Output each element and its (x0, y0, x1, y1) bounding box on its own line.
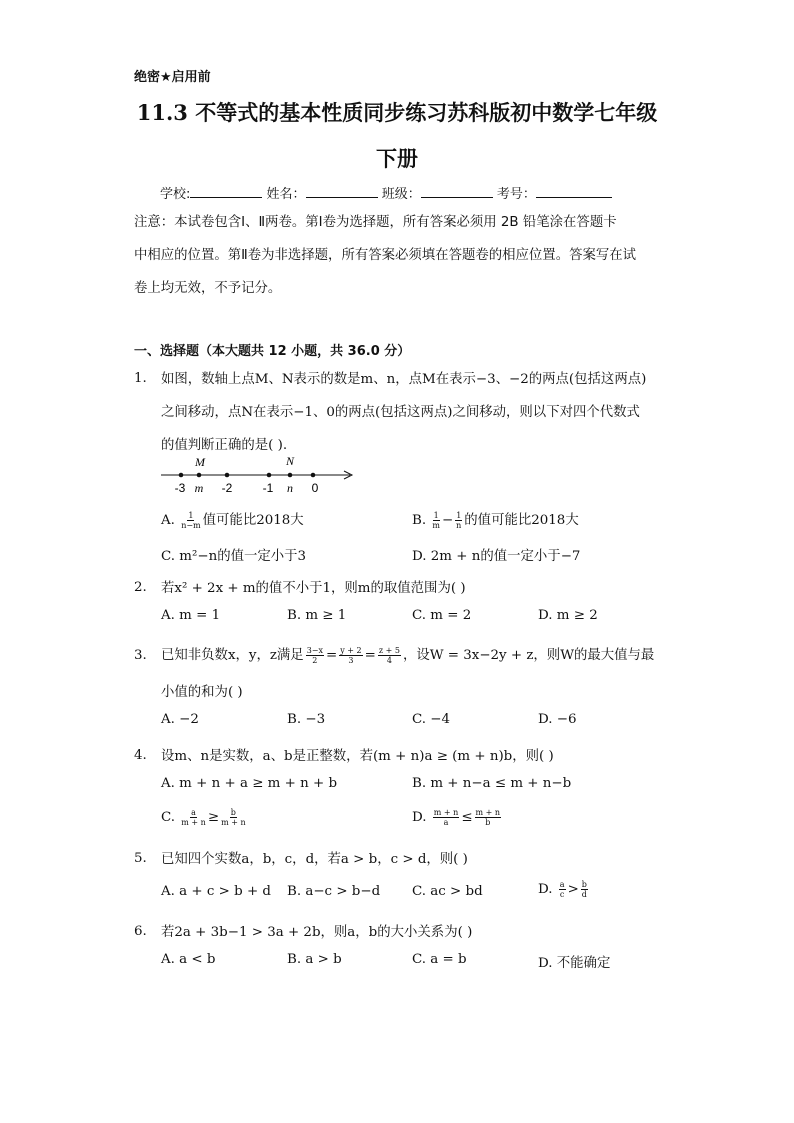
option-a[interactable]: A. m + n + a ≥ m + n + b (161, 776, 338, 791)
school-label: 学校: (160, 187, 191, 202)
question-number: 3. (134, 648, 147, 663)
school-blank[interactable] (190, 185, 262, 198)
number-line-figure (155, 452, 365, 500)
tick-point (179, 473, 184, 478)
option-c[interactable]: C. m²−n的值一定小于3 (161, 549, 307, 564)
class-label: 班级： (381, 187, 421, 202)
option-d[interactable] (538, 880, 590, 899)
question-text-part: ，设W = 3x−2y + z，则W的最大值与最 (402, 648, 655, 663)
option-b[interactable]: B. $\frac{1}{m}$ − $\frac{1}{n}$ 的值可能比2018大 (412, 511, 579, 530)
fraction-denominator: m + n (181, 818, 206, 827)
fraction (455, 511, 462, 530)
fraction-denominator: n (456, 521, 462, 530)
fraction-denominator: m (432, 521, 440, 530)
tick-point (225, 473, 230, 478)
name-label: 姓名： (266, 187, 306, 202)
question-number: 2. (134, 580, 147, 595)
question-text: 设m、n是实数，a、b是正整数，若(m + n)a ≥ (m + n)b，则( ) (161, 749, 554, 764)
option-b[interactable]: B. m + n−a ≤ m + n−b (412, 776, 572, 791)
fraction-numerator: b (581, 880, 587, 889)
option-d[interactable]: D. 2m + n的值一定小于−7 (412, 549, 581, 564)
fraction-numerator: 1 (456, 511, 462, 520)
equals-sign: = (326, 648, 338, 663)
student-info-row (160, 183, 612, 202)
option-label: B. (412, 513, 427, 528)
relation-sign: > (567, 882, 579, 897)
tick-point (267, 473, 272, 478)
number-label: 考号： (496, 187, 536, 202)
fraction-denominator: 2 (312, 656, 318, 665)
tick-label: -2 (221, 481, 233, 495)
option-a[interactable]: A. a + c > b + d (161, 884, 272, 899)
option-c[interactable]: C. m = 2 (412, 608, 472, 623)
option-d[interactable]: D. −6 (538, 712, 577, 727)
tick-label: n (287, 481, 293, 495)
class-blank[interactable] (421, 185, 493, 198)
fraction-denominator: 3 (348, 656, 354, 665)
fraction (306, 646, 324, 665)
option-d[interactable]: D. 不能确定 (538, 956, 611, 971)
tick-label: -3 (174, 481, 186, 495)
fraction (559, 880, 566, 899)
option-a[interactable]: A. −2 (161, 712, 199, 727)
question-text-part: 已知非负数x，y，z满足 (161, 648, 304, 663)
option-a[interactable]: A. a < b (161, 952, 216, 967)
fraction-numerator: m + n (475, 808, 501, 817)
question-number: 1. (134, 371, 147, 386)
fraction (581, 880, 588, 899)
question-text: 如图，数轴上点M、N表示的数是m、n，点M在表示−3、−2的两点(包括这两点) (161, 372, 647, 387)
question-text: 小值的和为( ) (161, 685, 243, 700)
option-b[interactable]: B. a−c > b−d (287, 884, 381, 899)
option-text: 值可能比2018大 (202, 513, 304, 528)
name-blank[interactable] (306, 185, 378, 198)
option-b[interactable]: B. −3 (287, 712, 326, 727)
fraction-numerator: y + 2 (340, 646, 362, 655)
fraction-numerator: b (230, 808, 236, 817)
label-M: M (195, 455, 205, 469)
option-label: D. (412, 810, 427, 825)
relation-sign: ≤ (461, 810, 473, 825)
equals-sign: = (364, 648, 376, 663)
section-title: 一、选择题（本大题共 12 小题，共 36.0 分） (134, 344, 411, 359)
option-a[interactable]: A. m = 1 (161, 608, 221, 623)
relation-sign: ≥ (207, 810, 220, 825)
option-b[interactable]: B. m ≥ 1 (287, 608, 347, 623)
fraction (475, 808, 502, 827)
question-text: 若2a + 3b−1 > 3a + 2b，则a，b的大小关系为( ) (161, 925, 473, 940)
label-N: N (285, 454, 295, 468)
option-c[interactable]: C. ac > bd (412, 884, 483, 899)
fraction-numerator: z + 5 (378, 646, 400, 655)
question-number: 6. (134, 924, 147, 939)
fraction-denominator: b (485, 818, 491, 827)
option-d[interactable] (412, 808, 503, 827)
fraction-denominator: a (443, 818, 449, 827)
point-m (197, 473, 202, 478)
fraction-denominator: c (559, 890, 565, 899)
number-blank[interactable] (536, 185, 612, 198)
fraction (339, 646, 362, 665)
question-text: 已知四个实数a，b，c，d，若a > b，c > d，则( ) (161, 852, 468, 867)
notice-line: 注意：本试卷包含Ⅰ、Ⅱ两卷。第Ⅰ卷为选择题，所有答案必须用 2B 铅笔涂在答题卡 (134, 215, 617, 230)
option-label: D. (538, 882, 553, 897)
option-c[interactable] (161, 808, 248, 827)
page-title-line1: 11.3 不等式的基本性质同步练习苏科版初中数学七年级 (136, 100, 658, 125)
question-text: 的值判断正确的是( ). (161, 438, 288, 453)
tick-label: m (194, 481, 204, 495)
question-text: 之间移动，点N在表示−1、0的两点(包括这两点)之间移动，则以下对四个代数式 (161, 405, 640, 420)
fraction (181, 511, 200, 530)
fraction-denominator: d (581, 890, 587, 899)
fraction (221, 808, 246, 827)
notice-line: 卷上均无效，不予记分。 (134, 281, 282, 296)
fraction-denominator: 4 (386, 656, 392, 665)
question-text: 若x² + 2x + m的值不小于1，则m的取值范围为( ) (161, 581, 466, 596)
fraction-numerator: a (559, 880, 565, 889)
fraction-numerator: 1 (433, 511, 439, 520)
option-label: C. (161, 810, 176, 825)
option-a[interactable] (161, 509, 304, 530)
option-d[interactable]: D. m ≥ 2 (538, 608, 598, 623)
tick-label: 0 (311, 481, 319, 495)
question-number: 5. (134, 851, 147, 866)
fraction-denominator: m + n (221, 818, 246, 827)
option-c[interactable]: C. a = b (412, 952, 467, 967)
tick-label: -1 (262, 481, 274, 495)
option-b[interactable]: B. a > b (287, 952, 342, 967)
fraction (433, 808, 460, 827)
fraction-numerator: a (191, 808, 196, 817)
fraction-denominator: n−m (181, 521, 201, 530)
fraction-numerator: m + n (433, 808, 459, 817)
point-n (288, 473, 293, 478)
page-title-line2: 下册 (376, 146, 418, 171)
tick-point (311, 473, 316, 478)
fraction-numerator: 3−x (306, 646, 323, 655)
fraction (432, 511, 440, 530)
fraction (378, 646, 401, 665)
question-text (161, 644, 654, 665)
fraction (181, 808, 206, 827)
notice-line: 中相应的位置。第Ⅱ卷为非选择题，所有答案必须填在答题卷的相应位置。答案写在试 (134, 248, 637, 263)
question-number: 4. (134, 748, 147, 763)
option-text: 的值可能比2018大 (464, 513, 579, 528)
option-label: A. (161, 513, 175, 528)
confidential-label: 绝密★启用前 (134, 70, 211, 85)
fraction-numerator: 1 (188, 511, 194, 520)
option-c[interactable]: C. −4 (412, 712, 451, 727)
